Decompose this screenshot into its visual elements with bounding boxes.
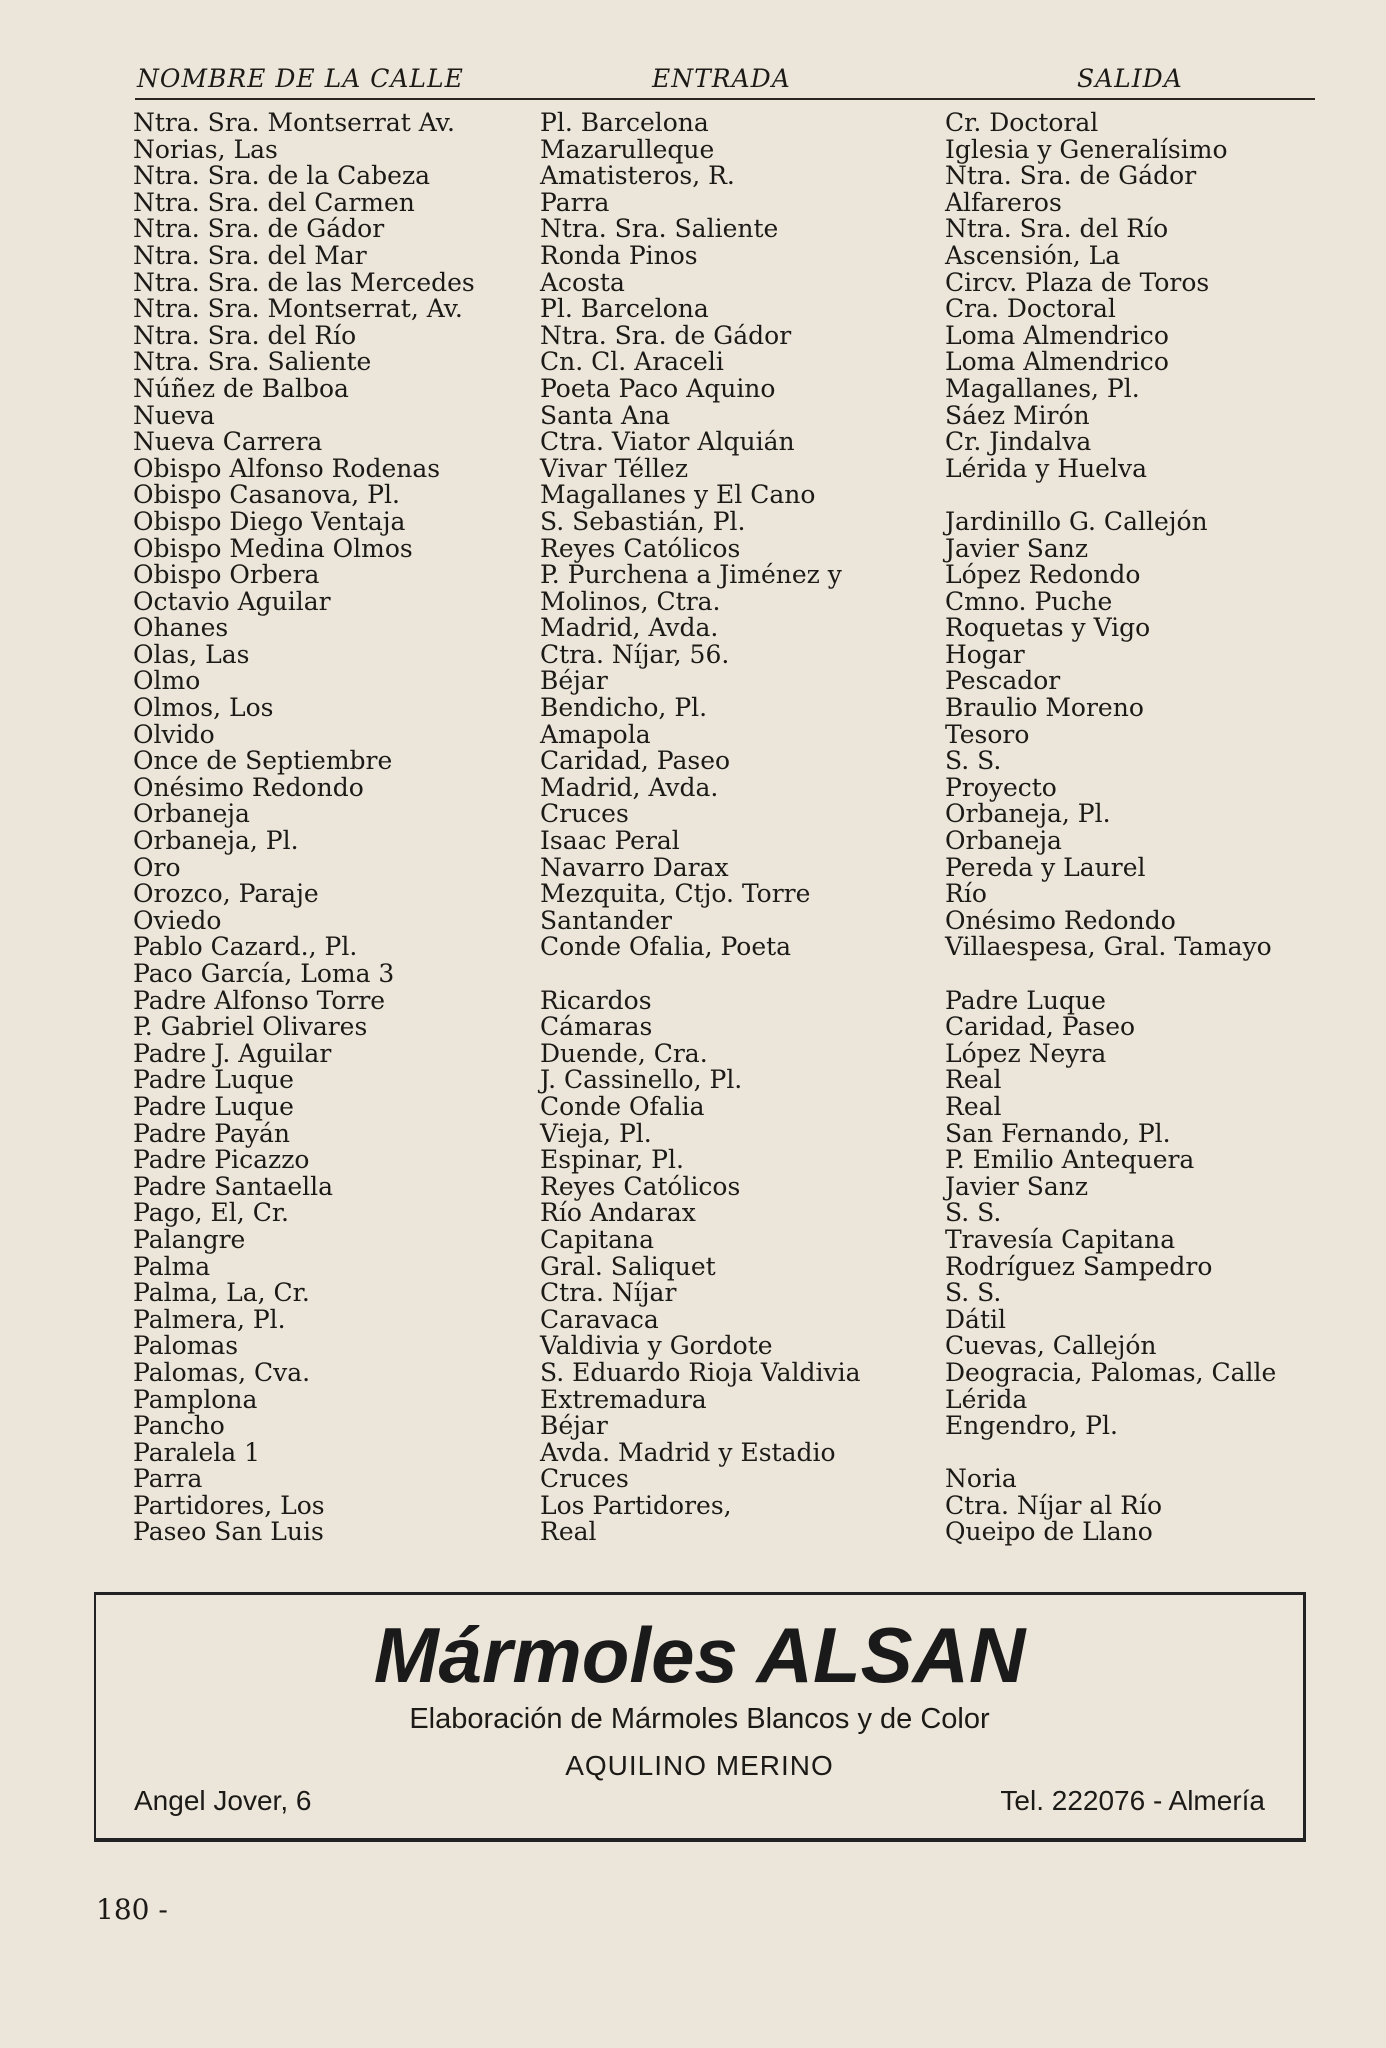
ad-owner: AQUILINO MERINO <box>565 1750 834 1781</box>
table-cell: Olvido <box>133 719 215 749</box>
table-cell: Orbaneja <box>945 826 1062 856</box>
table-cell: Ntra. Sra. del Río <box>945 214 1169 244</box>
table-cell: Queipo de Llano <box>945 1517 1153 1547</box>
table-cell: Ctra. Níjar al Río <box>945 1490 1163 1520</box>
table-cell: Amatisteros, R. <box>540 161 735 191</box>
table-cell: Iglesia y Generalísimo <box>945 134 1228 164</box>
table-cell: Lérida <box>945 1384 1028 1414</box>
table-cell: Padre Luque <box>133 1091 294 1121</box>
table-cell: Conde Ofalia <box>540 1091 705 1121</box>
table-cell: Mazarulleque <box>540 134 715 164</box>
header-entrance: ENTRADA <box>652 64 791 93</box>
table-cell: Obispo Diego Ventaja <box>133 506 406 536</box>
table-cell: Duende, Cra. <box>540 1038 708 1068</box>
exit-column <box>945 110 1325 1546</box>
table-cell: Padre Alfonso Torre <box>133 985 386 1015</box>
table-cell: Rodríguez Sampedro <box>945 1251 1213 1281</box>
table-cell: Ctra. Viator Alquián <box>540 427 795 457</box>
table-cell <box>945 961 1325 988</box>
table-cell: Navarro Darax <box>540 852 729 882</box>
table-cell: Ntra. Sra. de Gádor <box>540 320 792 350</box>
table-cell: Ntra. Sra. Saliente <box>540 214 779 244</box>
table-cell: Cn. Cl. Araceli <box>540 347 724 377</box>
table-cell: Magallanes y El Cano <box>540 480 816 510</box>
table-header <box>135 64 1315 100</box>
table-cell: Cra. Doctoral <box>945 294 1116 324</box>
table-cell: J. Cassinello, Pl. <box>540 1065 743 1095</box>
table-cell: S. S. <box>945 1278 1002 1308</box>
table-cell: Núñez de Balboa <box>133 373 349 403</box>
table-cell: Padre J. Aguilar <box>133 1038 332 1068</box>
table-cell: Cuevas, Callejón <box>945 1331 1157 1361</box>
table-cell: Mezquita, Ctjo. Torre <box>540 879 811 909</box>
table-cell: S. Eduardo Rioja Valdivia <box>540 1357 861 1387</box>
table-cell: Once de Septiembre <box>133 746 393 776</box>
header-street-name: NOMBRE DE LA CALLE <box>137 64 464 93</box>
table-cell: Orbaneja, Pl. <box>945 799 1111 829</box>
table-cell: Ntra. Sra. del Río <box>133 320 357 350</box>
table-cell: Olmo <box>133 666 201 696</box>
table-cell <box>540 961 920 988</box>
table-cell: Ntra. Sra. de Gádor <box>945 161 1197 191</box>
table-cell <box>945 482 1325 509</box>
table-cell: Magallanes, Pl. <box>945 373 1140 403</box>
table-cell: Espinar, Pl. <box>540 1145 684 1175</box>
table-cell: Palma, La, Cr. <box>133 1278 310 1308</box>
table-cell: Ronda Pinos <box>540 240 698 270</box>
table-cell: Olas, Las <box>133 639 250 669</box>
table-cell: Nueva Carrera <box>133 427 323 457</box>
table-cell: Santa Ana <box>540 400 671 430</box>
table-cell: Los Partidores, <box>540 1490 732 1520</box>
street-name-column <box>133 110 523 1546</box>
table-cell: S. Sebastián, Pl. <box>540 506 746 536</box>
table-cell: Palma <box>133 1251 211 1281</box>
table-cell: Orbaneja, Pl. <box>133 826 299 856</box>
table-cell: Río <box>945 879 987 909</box>
table-cell: Pablo Cazard., Pl. <box>133 932 358 962</box>
table-cell: Paralela 1 <box>133 1437 261 1467</box>
table-cell: Pl. Barcelona <box>540 294 709 324</box>
table-cell: Sáez Mirón <box>945 400 1090 430</box>
ad-address: Angel Jover, 6 <box>134 1785 312 1816</box>
table-cell: Pancho <box>133 1411 225 1441</box>
table-cell: Loma Almendrico <box>945 320 1169 350</box>
table-cell: Reyes Católicos <box>540 1171 741 1201</box>
table-cell: Parra <box>133 1464 203 1494</box>
table-cell: Cmno. Puche <box>945 586 1113 616</box>
table-cell: Béjar <box>540 1411 608 1441</box>
table-cell: Extremadura <box>540 1384 707 1414</box>
table-cell: Octavio Aguilar <box>133 586 331 616</box>
table-cell: Javier Sanz <box>945 1171 1089 1201</box>
table-cell: Béjar <box>540 666 608 696</box>
table-cell: S. S. <box>945 1198 1002 1228</box>
table-cell: Valdivia y Gordote <box>540 1331 773 1361</box>
table-cell: Nueva <box>133 400 215 430</box>
table-cell: Capitana <box>540 1224 654 1254</box>
table-cell: Caridad, Paseo <box>540 746 731 776</box>
ad-subtitle: Elaboración de Mármoles Blancos y de Color <box>409 1703 990 1735</box>
table-cell: Lérida y Huelva <box>945 453 1147 483</box>
table-cell: Padre Luque <box>945 985 1106 1015</box>
table-cell: Olmos, Los <box>133 693 274 723</box>
table-cell: Poeta Paco Aquino <box>540 373 776 403</box>
table-cell: Cruces <box>540 799 629 829</box>
table-cell: Molinos, Ctra. <box>540 586 721 616</box>
table-cell: Padre Payán <box>133 1118 291 1148</box>
table-cell: Deogracia, Palomas, Calle <box>945 1357 1277 1387</box>
table-cell: Ascensión, La <box>945 240 1121 270</box>
table-cell: Paseo San Luis <box>133 1517 324 1547</box>
table-cell: Partidores, Los <box>133 1490 325 1520</box>
table-cell: Dátil <box>945 1304 1006 1334</box>
table-cell: Cruces <box>540 1464 629 1494</box>
table-cell: Ntra. Sra. del Mar <box>133 240 367 270</box>
ad-title: Mármoles ALSAN <box>373 1611 1026 1699</box>
table-cell: Proyecto <box>945 772 1057 802</box>
table-cell: Ntra. Sra. Montserrat Av. <box>133 108 455 137</box>
table-cell: Ntra. Sra. de la Cabeza <box>133 161 431 191</box>
table-cell: López Redondo <box>945 560 1141 590</box>
table-cell: Parra <box>540 187 610 217</box>
table-cell: Tesoro <box>945 719 1030 749</box>
table-cell: Alfareros <box>945 187 1062 217</box>
table-cell: Paco García, Loma 3 <box>133 959 395 988</box>
table-cell: Palomas, Cva. <box>133 1357 311 1387</box>
table-cell: Madrid, Avda. <box>540 613 719 643</box>
table-cell: Ricardos <box>540 985 652 1015</box>
table-cell: Roquetas y Vigo <box>945 613 1151 643</box>
ad-phone: Tel. 222076 - Almería <box>1000 1785 1265 1816</box>
table-cell: Cr. Doctoral <box>945 108 1099 137</box>
table-cell: Ntra. Sra. de las Mercedes <box>133 267 475 297</box>
table-cell: Obispo Alfonso Rodenas <box>133 453 441 483</box>
table-cell: P. Gabriel Olivares <box>133 1012 368 1042</box>
table-cell: Bendicho, Pl. <box>540 693 708 723</box>
table-cell: Amapola <box>540 719 651 749</box>
table-cell: Padre Santaella <box>133 1171 334 1201</box>
table-cell: Caridad, Paseo <box>945 1012 1136 1042</box>
table-cell: Acosta <box>540 267 625 297</box>
table-cell: Cr. Jindalva <box>945 427 1092 457</box>
header-exit: SALIDA <box>1077 64 1183 93</box>
table-cell: San Fernando, Pl. <box>945 1118 1171 1148</box>
page-number: 180 - <box>96 1893 168 1926</box>
table-cell: Hogar <box>945 639 1025 669</box>
table-cell: Oro <box>133 852 181 882</box>
table-cell: Avda. Madrid y Estadio <box>540 1437 836 1467</box>
table-cell: Isaac Peral <box>540 826 680 856</box>
table-cell: Engendro, Pl. <box>945 1411 1118 1441</box>
entrance-column <box>540 110 920 1546</box>
table-cell: Villaespesa, Gral. Tamayo <box>945 932 1272 962</box>
table-cell: Palmera, Pl. <box>133 1304 286 1334</box>
table-cell: Vivar Téllez <box>540 453 689 483</box>
table-cell: Real <box>945 1065 1002 1095</box>
table-cell: Ctra. Níjar <box>540 1278 677 1308</box>
table-cell: Palomas <box>133 1331 239 1361</box>
table-cell: Travesía Capitana <box>945 1224 1176 1254</box>
table-cell: Norias, Las <box>133 134 278 164</box>
table-cell: Cámaras <box>540 1012 653 1042</box>
table-cell: Ntra. Sra. de Gádor <box>133 214 385 244</box>
table-cell: López Neyra <box>945 1038 1107 1068</box>
table-cell: Obispo Medina Olmos <box>133 533 413 563</box>
table-cell: Palangre <box>133 1224 246 1254</box>
table-cell: Oviedo <box>133 905 222 935</box>
table-cell: Conde Ofalia, Poeta <box>540 932 792 962</box>
table-cell: Circv. Plaza de Toros <box>945 267 1210 297</box>
table-cell: Ohanes <box>133 613 229 643</box>
table-cell: Ctra. Níjar, 56. <box>540 639 730 669</box>
table-cell: Madrid, Avda. <box>540 772 719 802</box>
table-cell: Jardinillo G. Callejón <box>945 506 1208 536</box>
table-cell: Orozco, Paraje <box>133 879 319 909</box>
table-cell: Ntra. Sra. del Carmen <box>133 187 415 217</box>
table-cell: Pescador <box>945 666 1061 696</box>
table-cell: Braulio Moreno <box>945 693 1144 723</box>
table-cell: S. S. <box>945 746 1002 776</box>
table-cell: Padre Luque <box>133 1065 294 1095</box>
table-cell <box>945 1440 1325 1467</box>
table-cell: Santander <box>540 905 672 935</box>
table-cell: Real <box>945 1091 1002 1121</box>
table-cell: Padre Picazzo <box>133 1145 310 1175</box>
table-cell: Onésimo Redondo <box>133 772 364 802</box>
table-cell: Onésimo Redondo <box>945 905 1176 935</box>
table-cell: Real <box>540 1517 597 1547</box>
table-cell: Javier Sanz <box>945 533 1089 563</box>
table-cell: Noria <box>945 1464 1017 1494</box>
table-cell: Caravaca <box>540 1304 659 1334</box>
table-cell: Pago, El, Cr. <box>133 1198 289 1228</box>
table-cell: Obispo Casanova, Pl. <box>133 480 400 510</box>
table-cell: Pamplona <box>133 1384 258 1414</box>
table-cell: Ntra. Sra. Montserrat, Av. <box>133 294 463 324</box>
advertisement-box <box>94 1592 1306 1842</box>
table-cell: Obispo Orbera <box>133 560 320 590</box>
table-cell: Pl. Barcelona <box>540 108 709 137</box>
table-cell: Reyes Católicos <box>540 533 741 563</box>
table-cell: Pereda y Laurel <box>945 852 1146 882</box>
table-cell: P. Purchena a Jiménez y <box>540 560 842 590</box>
table-cell: Orbaneja <box>133 799 250 829</box>
table-cell: P. Emilio Antequera <box>945 1145 1195 1175</box>
table-cell: Loma Almendrico <box>945 347 1169 377</box>
table-cell: Gral. Saliquet <box>540 1251 716 1281</box>
table-cell: Ntra. Sra. Saliente <box>133 347 372 377</box>
table-cell: Vieja, Pl. <box>540 1118 652 1148</box>
table-cell: Río Andarax <box>540 1198 696 1228</box>
